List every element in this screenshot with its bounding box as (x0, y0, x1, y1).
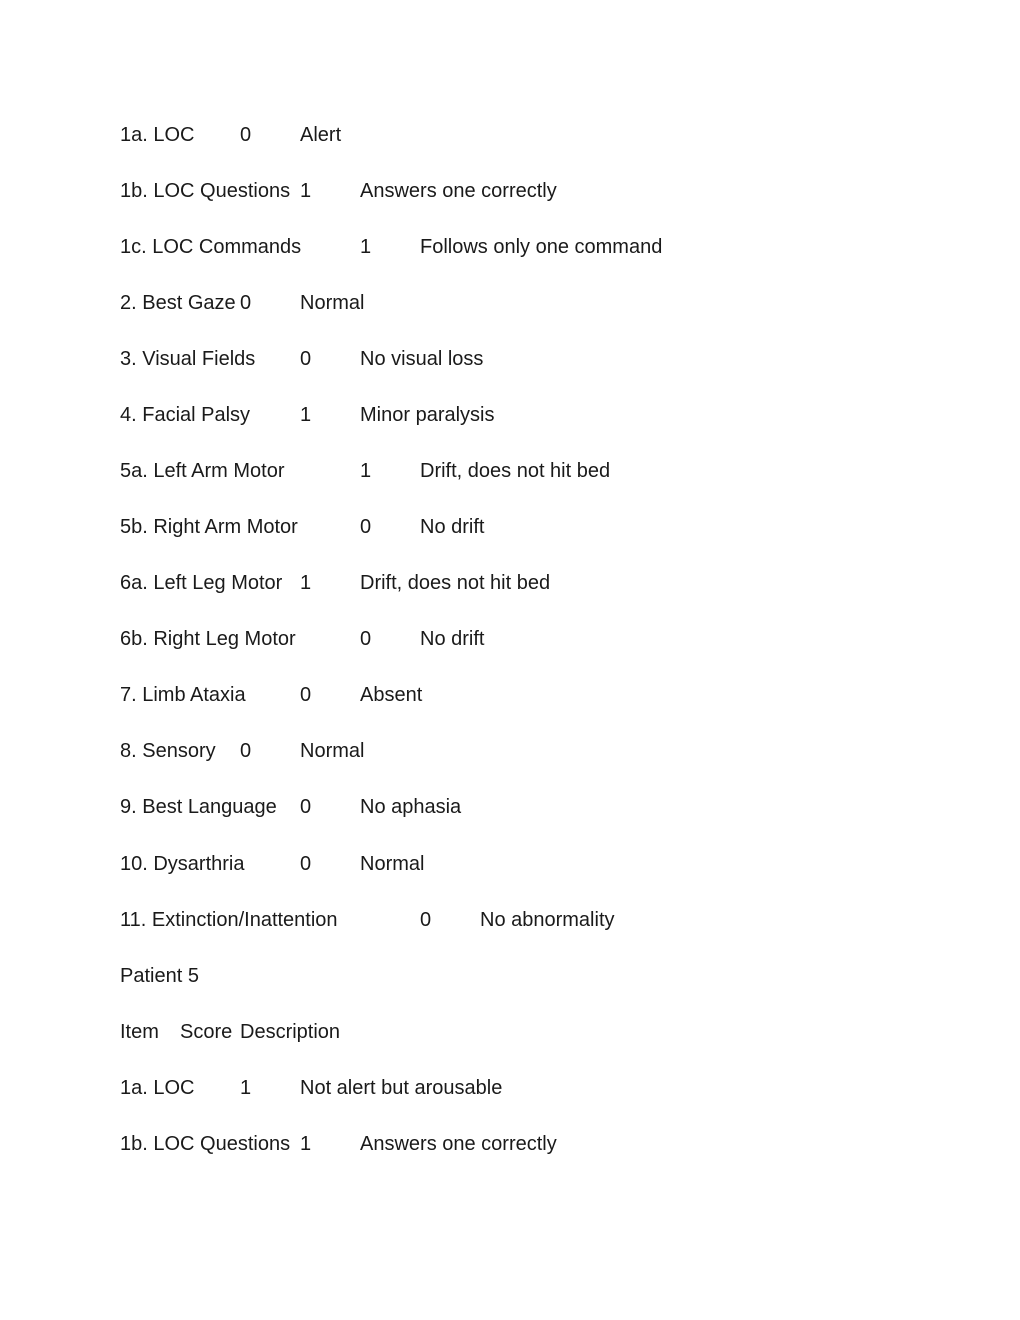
item-score: 0 (300, 348, 312, 370)
item-description: Answers one correctly (360, 1133, 557, 1155)
item-score: 0 (300, 853, 312, 875)
item-name: 6b. Right Leg Motor (120, 628, 296, 650)
item-name: 1a. LOC (120, 1077, 195, 1099)
item-name: 7. Limb Ataxia (120, 684, 246, 706)
patient-heading-text: Patient 5 (120, 965, 199, 987)
item-name: 1b. LOC Questions (120, 180, 291, 202)
item-score: 1 (300, 1133, 312, 1155)
item-name: 4. Facial Palsy (120, 404, 251, 426)
item-score: 0 (360, 628, 372, 650)
header-item: Item (120, 1021, 159, 1043)
item-score: 0 (360, 516, 372, 538)
item-description: Alert (300, 124, 342, 146)
item-name: 1a. LOC (120, 124, 195, 146)
item-score: 1 (360, 236, 372, 258)
item-description: No drift (420, 516, 485, 538)
item-name: 1b. LOC Questions (120, 1133, 291, 1155)
item-name: 9. Best Language (120, 796, 277, 818)
item-description: No visual loss (360, 348, 484, 370)
item-name: 5a. Left Arm Motor (120, 460, 285, 482)
item-description: Follows only one command (420, 236, 663, 258)
item-score: 0 (300, 796, 312, 818)
item-name: 5b. Right Arm Motor (120, 516, 298, 538)
item-description: Normal (300, 292, 365, 314)
item-description: Not alert but arousable (300, 1077, 503, 1099)
item-description: No drift (420, 628, 485, 650)
item-description: Normal (360, 853, 425, 875)
item-score: 0 (420, 909, 432, 931)
item-score: 1 (300, 180, 312, 202)
item-score: 1 (300, 404, 312, 426)
item-score: 0 (240, 292, 252, 314)
item-score: 1 (240, 1077, 252, 1099)
item-description: Absent (360, 684, 423, 706)
item-score: 1 (300, 572, 312, 594)
item-name: 10. Dysarthria (120, 853, 245, 875)
item-name: 6a. Left Leg Motor (120, 572, 283, 594)
item-description: No aphasia (360, 796, 462, 818)
item-score: 0 (240, 124, 252, 146)
item-score: 1 (360, 460, 372, 482)
item-description: Minor paralysis (360, 404, 495, 426)
item-name: 1c. LOC Commands (120, 236, 302, 258)
item-name: 3. Visual Fields (120, 348, 256, 370)
item-name: 11. Extinction/Inattention (120, 909, 338, 931)
item-description: No abnormality (480, 909, 615, 931)
header-description: Description (240, 1021, 341, 1043)
item-description: Drift, does not hit bed (360, 572, 551, 594)
item-description: Answers one correctly (360, 180, 557, 202)
item-score: 0 (300, 684, 312, 706)
item-description: Drift, does not hit bed (420, 460, 611, 482)
header-score: Score (180, 1021, 233, 1043)
item-name: 8. Sensory (120, 740, 216, 762)
item-name: 2. Best Gaze (120, 292, 236, 314)
item-score: 0 (240, 740, 252, 762)
item-description: Normal (300, 740, 365, 762)
